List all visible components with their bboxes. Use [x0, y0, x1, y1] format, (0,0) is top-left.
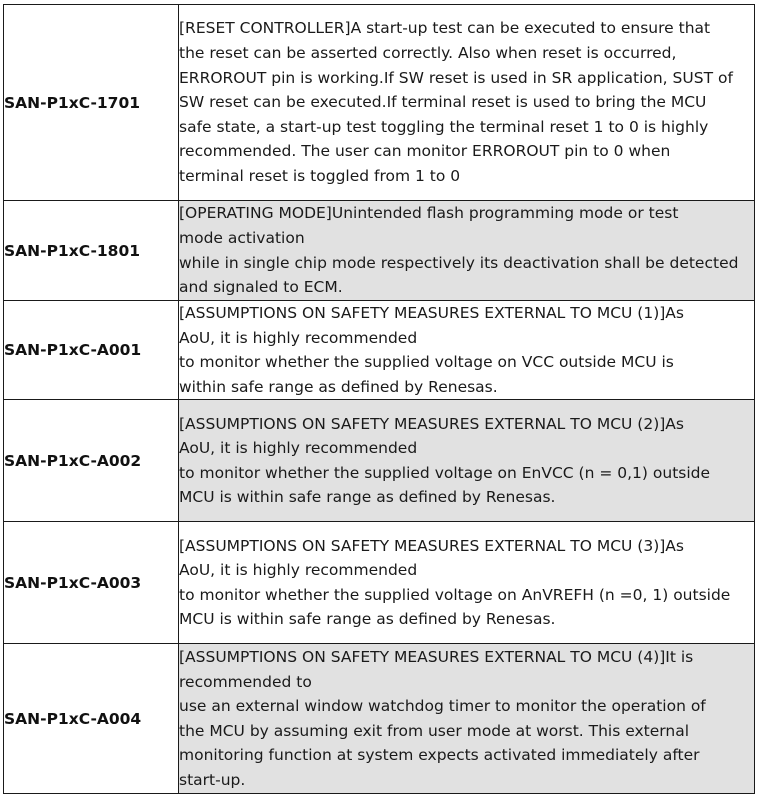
description-line: AoU, it is highly recommended: [179, 561, 418, 580]
requirement-id: SAN-P1xC-A002: [4, 400, 179, 522]
requirement-description: [179, 522, 755, 644]
requirement-id: SAN-P1xC-A003: [4, 522, 179, 644]
table-row: [4, 301, 755, 400]
requirement-id: SAN-P1xC-1801: [4, 201, 179, 301]
description-line: and signaled to ECM.: [179, 278, 343, 297]
description-line: AoU, it is highly recommended: [179, 439, 418, 458]
requirement-id: SAN-P1xC-1701: [4, 5, 179, 201]
description-line: recommended to: [179, 672, 312, 691]
requirement-description: [179, 400, 755, 522]
table-row: [4, 644, 755, 794]
description-line: within safe range as defined by Renesas.: [179, 377, 498, 396]
description-line: the reset can be asserted correctly. Also when reset is occurred,: [179, 44, 677, 63]
requirement-description: [179, 201, 755, 301]
description-line: safe state, a start-up test toggling the terminal reset 1 to 0 is highly: [179, 117, 709, 136]
description-line: the MCU by assuming exit from user mode at worst. This external: [179, 721, 690, 740]
description-line: AoU, it is highly recommended: [179, 328, 418, 347]
description-line: recommended. The user can monitor ERROROUT pin to 0 when: [179, 142, 671, 161]
description-line: while in single chip mode respectively its deactivation shall be detected: [179, 253, 739, 272]
table-row: [4, 522, 755, 644]
requirement-id: SAN-P1xC-A001: [4, 301, 179, 400]
description-line: monitoring function at system expects activated immediately after: [179, 746, 700, 765]
description-line: [ASSUMPTIONS ON SAFETY MEASURES EXTERNAL TO MCU (1)]As: [179, 304, 684, 322]
description-line: [RESET CONTROLLER]A start-up test can be executed to ensure that: [179, 19, 711, 38]
description-line: MCU is within safe range as defined by Renesas.: [179, 488, 556, 507]
description-line: use an external window watchdog timer to monitor the operation of: [179, 697, 706, 716]
description-line: SW reset can be executed.If terminal reset is used to bring the MCU: [179, 93, 707, 112]
description-line: [OPERATING MODE]Unintended flash programming mode or test: [179, 204, 679, 223]
description-line: MCU is within safe range as defined by Renesas.: [179, 610, 556, 629]
description-line: to monitor whether the supplied voltage on AnVREFH (n =0, 1) outside: [179, 585, 731, 604]
requirement-description: [179, 5, 755, 201]
description-line: [ASSUMPTIONS ON SAFETY MEASURES EXTERNAL TO MCU (4)]It is: [179, 648, 694, 667]
requirement-description: [179, 644, 755, 794]
table-row: [4, 400, 755, 522]
description-line: terminal reset is toggled from 1 to 0: [179, 166, 461, 185]
description-line: to monitor whether the supplied voltage on VCC outside MCU is: [179, 353, 674, 372]
requirement-description: [179, 301, 755, 400]
table-row: [4, 201, 755, 301]
description-line: [ASSUMPTIONS ON SAFETY MEASURES EXTERNAL TO MCU (3)]As: [179, 536, 684, 555]
description-line: start-up.: [179, 771, 246, 790]
description-line: mode activation: [179, 228, 305, 247]
table-row: [4, 5, 755, 201]
requirement-id: SAN-P1xC-A004: [4, 644, 179, 794]
description-line: ERROROUT pin is working.If SW reset is used in SR application, SUST of: [179, 68, 733, 87]
requirements-table: [3, 4, 755, 794]
description-line: to monitor whether the supplied voltage on EnVCC (n = 0,1) outside: [179, 463, 711, 482]
description-line: [ASSUMPTIONS ON SAFETY MEASURES EXTERNAL TO MCU (2)]As: [179, 414, 684, 433]
